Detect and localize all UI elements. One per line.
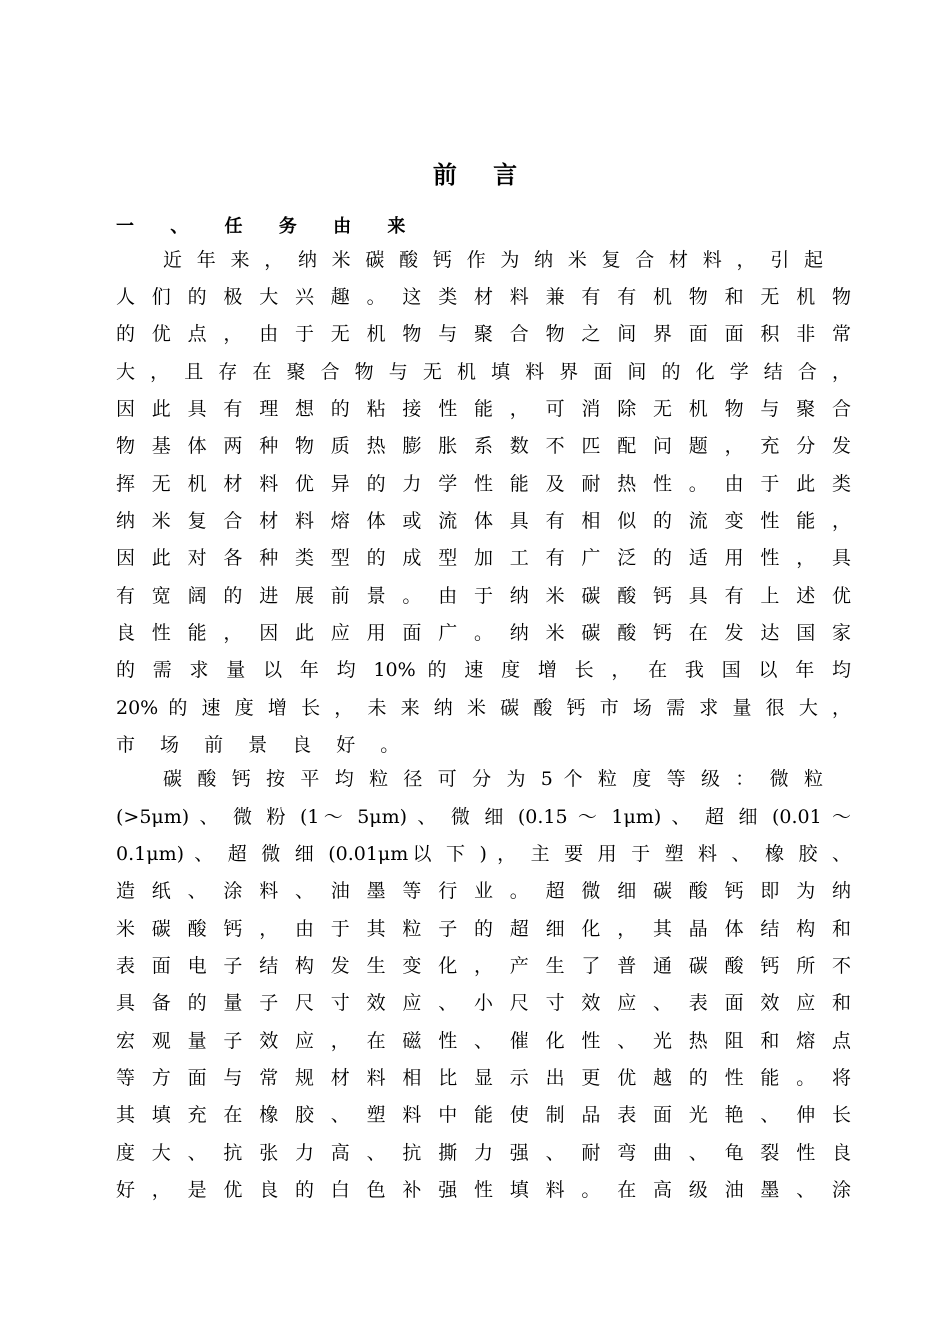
paragraph-line: 因 此 具 有 理 想 的 粘 接 性 能 ， 可 消 除 无 机 物 与 聚 合	[116, 398, 851, 420]
paragraph-line: 米 碳 酸 钙 ， 由 于 其 粒 子 的 超 细 化 ， 其 晶 体 结 构 和	[116, 918, 851, 940]
paragraph-line: 度 大 、 抗 张 力 高 、 抗 撕 力 强 、 耐 弯 曲 、 龟 裂 性 良	[116, 1142, 851, 1164]
paragraph-line: 纳 米 复 合 材 料 熔 体 或 流 体 具 有 相 似 的 流 变 性 能 ，	[116, 510, 851, 532]
paragraph-line: 表 面 电 子 结 构 发 生 变 化 ， 产 生 了 普 通 碳 酸 钙 所 不	[116, 955, 851, 977]
paragraph-line: 造 纸 、 涂 料 、 油 墨 等 行 业 。 超 微 细 碳 酸 钙 即 为 纳	[116, 880, 851, 902]
paragraph-line: 的 需 求 量 以 年 均 10% 的 速 度 增 长 ， 在 我 国 以 年 均	[116, 659, 851, 681]
paragraph-line: 20% 的 速 度 增 长 ， 未 来 纳 米 碳 酸 钙 市 场 需 求 量 很 大 ，	[116, 697, 852, 719]
paragraph-line: 市 场 前 景 良 好 。	[116, 734, 409, 756]
paragraph-line: 有 宽 阔 的 进 展 前 景 。 由 于 纳 米 碳 酸 钙 具 有 上 述 优	[116, 585, 851, 607]
paragraph-line: 因 此 对 各 种 类 型 的 成 型 加 工 有 广 泛 的 适 用 性 ， 具	[116, 547, 851, 569]
paragraph-line: 其 填 充 在 橡 胶 、 塑 料 中 能 使 制 品 表 面 光 艳 、 伸 长	[116, 1104, 851, 1126]
paragraph-line: 物 基 体 两 种 物 质 热 膨 胀 系 数 不 匹 配 问 题 ， 充 分 发	[116, 435, 851, 457]
paragraph-line: 的 优 点 ， 由 于 无 机 物 与 聚 合 物 之 间 界 面 面 积 非 常	[116, 323, 851, 345]
paragraph-line: 大 ， 且 存 在 聚 合 物 与 无 机 填 料 界 面 间 的 化 学 结 合 ，	[116, 361, 851, 383]
paragraph-line: 0.1μm) 、 超 微 细 (0.01μm以 下 ) ， 主 要 用 于 塑 料 、 橡 胶 、	[116, 843, 851, 865]
page-title: 前 言	[432, 160, 532, 189]
paragraph-line: 等 方 面 与 常 规 材 料 相 比 显 示 出 更 优 越 的 性 能 。 将	[116, 1067, 851, 1089]
paragraph-line: 良 性 能 ， 因 此 应 用 面 广 。 纳 米 碳 酸 钙 在 发 达 国 家	[116, 622, 851, 644]
paragraph-line: 挥 无 机 材 料 优 异 的 力 学 性 能 及 耐 热 性 。 由 于 此 类	[116, 473, 851, 495]
paragraph-line: 具 备 的 量 子 尺 寸 效 应 、 小 尺 寸 效 应 、 表 面 效 应 和	[116, 992, 851, 1014]
paragraph-line: (>5μm) 、 微 粉 (1～ 5μm) 、 微 细 (0.15 ～ 1μm) 、 超 细 (0.01 ～	[116, 806, 851, 828]
section-heading: 一 、 任 务 由 来	[116, 216, 421, 237]
paragraph-line: 宏 观 量 子 效 应 ， 在 磁 性 、 催 化 性 、 光 热 阻 和 熔 点	[116, 1030, 851, 1052]
paragraph-line: 近 年 来 ， 纳 米 碳 酸 钙 作 为 纳 米 复 合 材 料 ， 引 起	[163, 249, 823, 271]
paragraph-line: 人 们 的 极 大 兴 趣 。 这 类 材 料 兼 有 有 机 物 和 无 机 物	[116, 286, 851, 308]
paragraph-line: 碳 酸 钙 按 平 均 粒 径 可 分 为 5 个 粒 度 等 级 ： 微 粒	[163, 768, 823, 790]
paragraph-line: 好 ， 是 优 良 的 白 色 补 强 性 填 料 。 在 高 级 油 墨 、 涂	[116, 1179, 851, 1201]
